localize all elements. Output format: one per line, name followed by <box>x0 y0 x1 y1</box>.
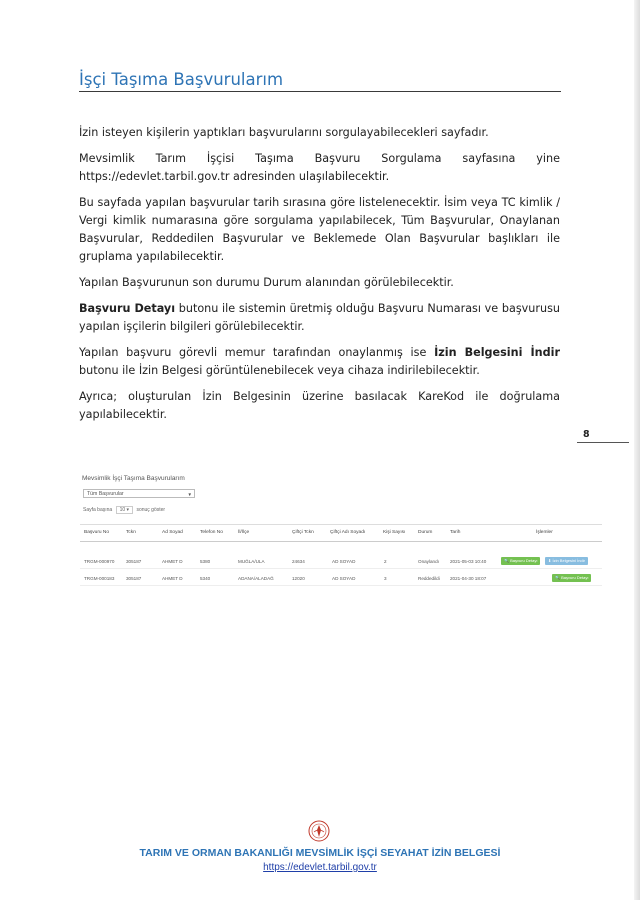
cell-ad-soyad: AHMET D <box>162 559 183 564</box>
applications-screenshot <box>80 472 605 592</box>
cell-kisi-sayisi: 2 <box>384 559 387 564</box>
header-tarih[interactable]: Tarih <box>450 530 461 535</box>
cell-tckn: 305187 <box>126 559 142 564</box>
cell-kisi-sayisi: 3 <box>384 576 387 581</box>
page-title: İşçi Taşıma Başvurularım <box>79 70 561 92</box>
paragraph-detail <box>79 300 560 336</box>
download-button-mention: İzin Belgesini İndir <box>434 346 560 359</box>
ministry-emblem-icon <box>308 820 330 842</box>
paragraph-download-text-a: Yapılan başvuru görevli memur tarafından onaylanmış ise <box>79 346 435 359</box>
detail-button-mention: Başvuru Detayı <box>79 302 176 315</box>
cell-ciftci-ad: AD SOYAD <box>332 576 356 581</box>
header-ad-soyad[interactable]: Ad Soyad <box>162 530 183 535</box>
cell-tarih: 2021-04-30 18:07 <box>450 576 487 581</box>
header-kisi-sayisi[interactable]: Kişi Sayısı <box>383 530 406 535</box>
header-il-ilce[interactable]: İl/İlçe <box>238 530 250 535</box>
table-row <box>80 556 602 569</box>
cell-ad-soyad: AHMET D <box>162 576 183 581</box>
paragraph-intro: İzin isteyen kişilerin yaptıkları başvurularını sorgulayabilecekleri sayfadır. <box>79 126 489 139</box>
download-permit-label: İzin Belgesini İndir <box>552 558 585 563</box>
screenshot-title: Mevsimlik İşçi Taşıma Başvurularım <box>82 475 185 482</box>
filter-select-value: Tüm Başvurular <box>87 491 124 497</box>
paragraph-query-page: Mevsimlik Tarım İşçisi Taşıma Başvuru Sorgulama sayfasına yine https://edevlet.tarbil.gov.tr adresinden ulaşılabilecektir. <box>79 152 560 183</box>
chevron-down-icon: ▼ <box>187 492 192 497</box>
header-islemler: İşlemler <box>536 530 553 535</box>
application-detail-button[interactable]: 🔍 Başvuru Detayı <box>501 557 540 565</box>
header-tckn[interactable]: Tckn <box>126 530 136 535</box>
cell-tckn: 305187 <box>126 576 142 581</box>
cell-basvuru-no: TRGM-000183 <box>84 576 115 581</box>
page-number: 8 <box>577 429 629 443</box>
header-basvuru-no[interactable]: Başvuru No <box>84 530 110 535</box>
application-detail-label: Başvuru Detayı <box>510 558 538 563</box>
header-durum[interactable]: Durum <box>418 530 433 535</box>
cell-basvuru-no: TRGM-000970 <box>84 559 115 564</box>
page-length-suffix: sonuç göster <box>136 507 166 513</box>
cell-durum: Onaylandı <box>418 559 439 564</box>
cell-il-ilce: ADANA/ALADAĞ <box>238 576 274 581</box>
paragraph-status: Yapılan Başvurunun son durumu Durum alanından görülebilecektir. <box>79 276 454 289</box>
cell-telefon: 5340 <box>200 576 211 581</box>
footer-title: TARIM VE ORMAN BAKANLIĞI MEVSİMLİK İŞÇİ SEYAHAT İZİN BELGESİ <box>139 847 501 859</box>
cell-il-ilce: MUĞLA/ULA <box>238 559 265 564</box>
paragraph-listing: Bu sayfada yapılan başvurular tarih sırasına göre listelenecektir. İsim veya TC kimlik / Vergi kimlik numarasına göre sorgulama yapılabilecek, Tüm Başvurular, Onaylanan Başvurular, Reddedilen Başvurular ve Beklemede Olan Başvurular başlıkları ile gruplama yapılabilecektir. <box>79 196 560 263</box>
application-detail-button[interactable]: 🔍 Başvuru Detayı <box>552 574 591 582</box>
cell-ciftci-tckn: 12020 <box>292 576 305 581</box>
download-permit-button[interactable]: ⬇ İzin Belgesini İndir <box>545 557 588 565</box>
cell-ciftci-ad: AD SOYAD <box>332 559 356 564</box>
cell-durum: Reddedildi <box>418 576 440 581</box>
body-text <box>79 124 560 432</box>
page-length-select[interactable]: 10 ▾ <box>116 506 133 514</box>
page-edge <box>634 0 640 900</box>
paragraph-qrcode: Ayrıca; oluşturulan İzin Belgesinin üzerine basılacak KareKod ile doğrulama yapılabilecektir. <box>79 390 560 421</box>
page-length-value: 10 <box>119 507 126 513</box>
header-telefon[interactable]: Telefon No <box>200 530 223 535</box>
header-ciftci-ad[interactable]: Çiftçi Adı Soyadı <box>330 530 366 535</box>
cell-tarih: 2021-05-03 10:40 <box>450 559 487 564</box>
paragraph-download <box>79 344 560 380</box>
page-length-control <box>83 506 165 514</box>
cell-telefon: 5380 <box>200 559 211 564</box>
footer-link[interactable]: https://edevlet.tarbil.gov.tr <box>263 862 377 873</box>
paragraph-download-text-b: butonu ile İzin Belgesi görüntülenebilecek veya cihaza indirilebilecektir. <box>79 364 480 377</box>
cell-ciftci-tckn: 24634 <box>292 559 305 564</box>
header-ciftci-tckn[interactable]: Çiftçi Tckn <box>292 530 314 535</box>
table-row <box>80 573 602 586</box>
filter-select[interactable] <box>83 489 195 498</box>
page-length-prefix: Sayfa başına <box>83 507 113 513</box>
table-header <box>80 524 602 542</box>
application-detail-label: Başvuru Detayı <box>561 575 589 580</box>
paragraph-detail-text: butonu ile sistemin üretmiş olduğu Başvuru Numarası ve başvurusu yapılan işçilerin bilgileri görülebilecektir. <box>79 302 560 333</box>
